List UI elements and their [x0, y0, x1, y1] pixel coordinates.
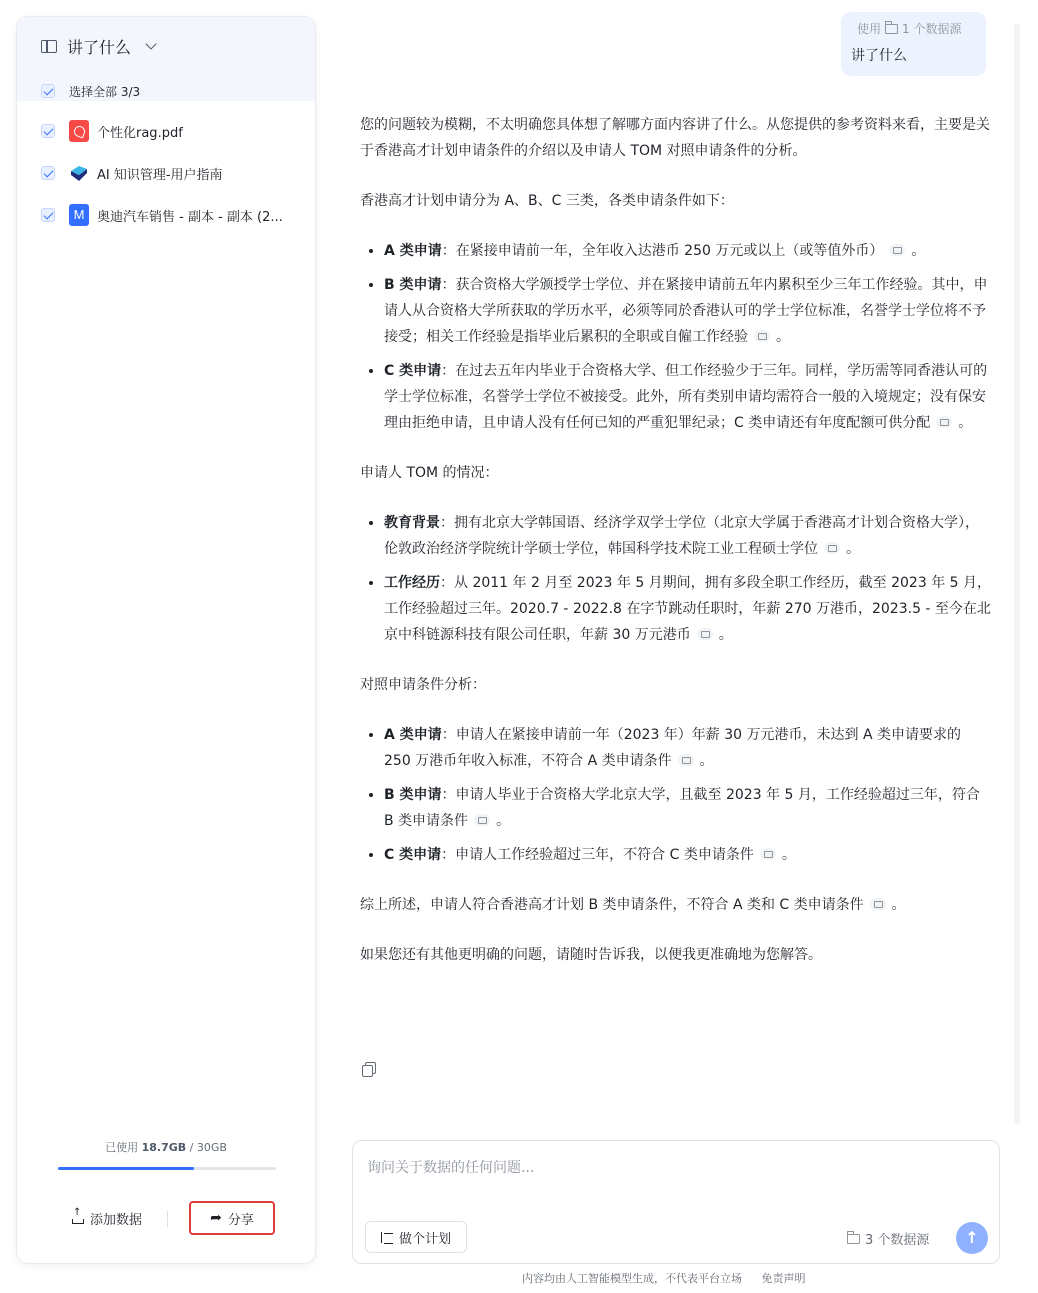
sidebar-header	[17, 17, 315, 101]
upload-icon	[72, 1212, 84, 1224]
citation-icon[interactable]	[697, 628, 713, 640]
citation-icon[interactable]	[754, 330, 770, 342]
citation-icon[interactable]	[870, 898, 886, 910]
answer-closing: 如果您还有其他更明确的问题，请随时告诉我，以便我更准确地为您解答。	[360, 947, 822, 963]
item-label: C 类申请	[384, 847, 442, 863]
storage-usage	[17, 1139, 315, 1155]
item-text: ：在紧接申请前一年，全年收入达港币 250 万元或以上（或等值外币）	[441, 243, 884, 259]
data-source-count: 3 个数据源	[865, 1233, 930, 1248]
sidebar-toggle-icon[interactable]	[41, 40, 57, 53]
answer-list	[360, 238, 992, 436]
chat-composer	[352, 1140, 1000, 1264]
list-item	[384, 358, 992, 436]
file-checkbox[interactable]	[41, 208, 55, 222]
answer-paragraph: 申请人 TOM 的情况：	[360, 465, 499, 481]
list-icon	[381, 1232, 393, 1243]
item-label: B 类申请	[384, 277, 442, 293]
question-source-meta[interactable]	[857, 20, 961, 37]
disclaimer-text: 内容均由人工智能模型生成，不代表平台立场	[522, 1272, 742, 1285]
item-label: A 类申请	[384, 727, 442, 743]
item-end: 。	[911, 243, 926, 259]
item-text: ：申请人毕业于合资格大学北京大学，且截至 2023 年 5 月，工作经验超过三年，符合 B 类申请条件	[384, 787, 980, 829]
folder-icon	[885, 24, 898, 34]
share-icon: ➦	[210, 1210, 222, 1226]
usage-total: 30GB	[196, 1141, 227, 1154]
answer-summary	[360, 892, 992, 918]
usage-prefix: 已使用	[105, 1141, 139, 1154]
item-end: 。	[846, 541, 860, 557]
item-label: A 类申请	[384, 243, 442, 259]
share-label: 分享	[227, 1212, 254, 1228]
folder-icon	[847, 1234, 860, 1244]
item-text: ：从 2011 年 2 月至 2023 年 5 月期间，拥有多段全职工作经历，截至 2023 年 5 月，工作经验超过三年。2020.7 - 2022.8 在字节跳动任职时，年薪 270 万港币，2023.5 - 至今在北京中科链源科技有限公司任职，年薪 30 万元港币	[384, 575, 992, 643]
scrollbar[interactable]	[1014, 24, 1020, 1124]
citation-icon[interactable]	[760, 848, 776, 860]
copy-icon[interactable]	[362, 1062, 376, 1076]
add-data-button[interactable]	[47, 1201, 167, 1235]
meta-use: 使用	[857, 22, 882, 36]
item-end: 。	[958, 415, 973, 431]
assistant-answer	[360, 112, 992, 992]
answer-list	[360, 722, 992, 868]
meta-sources: 1 个数据源	[902, 22, 962, 36]
item-text: ：拥有北京大学韩国语、经济学双学士学位（北京大学属于香港高才计划合资格大学），伦敦政治经济学院统计学硕士学位，韩国科学技术院工业工程硕士学位	[384, 515, 979, 557]
share-button[interactable]	[189, 1201, 275, 1235]
footer-disclaimer	[522, 1270, 806, 1286]
list-item	[384, 510, 992, 562]
sidebar-footer	[17, 1133, 315, 1263]
citation-icon[interactable]	[889, 244, 905, 256]
divider	[167, 1211, 168, 1227]
item-end: 。	[718, 627, 733, 643]
knowledge-sidebar	[16, 16, 316, 1264]
pdf-file-icon	[69, 120, 89, 142]
chevron-down-icon[interactable]	[145, 38, 156, 49]
disclaimer-link[interactable]: 免责声明	[761, 1272, 806, 1285]
list-item	[384, 782, 992, 834]
user-question-bubble	[841, 12, 986, 76]
ai-knowledge-icon	[69, 162, 89, 184]
item-text: ：申请人在紧接申请前一年（2023 年）年薪 30 万元港币，未达到 A 类申请要求的 250 万港币年收入标准，不符合 A 类申请条件	[384, 727, 961, 769]
file-name: 个性化rag.pdf	[97, 125, 183, 141]
answer-paragraph: 您的问题较为模糊，不太明确您具体想了解哪方面内容讲了什么。从您提供的参考资料来看，主要是关于香港高才计划申请条件的介绍以及申请人 TOM 对照申请条件的分析。	[360, 117, 990, 159]
item-text: ：获合资格大学颁授学士学位、并在紧接申请前五年内累积至少三年工作经验。其中，申请人从合资格大学所获取的学历水平，必须等同於香港认可的学士学位标准，名誉学士学位将不予接受；相关工作经验是指毕业后累积的全职或自僱工作经验	[384, 277, 988, 345]
summary-end: 。	[891, 897, 906, 913]
select-all-label: 选择全部 3/3	[69, 84, 141, 99]
select-all-checkbox[interactable]	[41, 84, 55, 98]
usage-sep: /	[186, 1141, 197, 1154]
citation-icon[interactable]	[474, 814, 490, 826]
item-end: 。	[699, 753, 714, 769]
item-text: ：申请人工作经验超过三年，不符合 C 类申请条件	[441, 847, 754, 863]
add-data-label: 添加数据	[89, 1212, 142, 1228]
send-button[interactable]: ↑	[956, 1222, 988, 1254]
citation-icon[interactable]	[824, 542, 840, 554]
data-source-selector[interactable]	[847, 1229, 929, 1248]
answer-list	[360, 510, 992, 648]
item-label: 工作经历	[384, 575, 440, 591]
storage-usage-bar	[58, 1167, 276, 1170]
list-item	[384, 570, 992, 648]
file-checkbox[interactable]	[41, 166, 55, 180]
list-item	[384, 238, 992, 264]
file-name: AI 知识管理-用户指南	[97, 167, 223, 183]
item-label: 教育背景	[384, 515, 440, 531]
answer-paragraph: 对照申请条件分析：	[360, 677, 486, 693]
summary-text: 综上所述，申请人符合香港高才计划 B 类申请条件，不符合 A 类和 C 类申请条件	[360, 897, 864, 913]
usage-used: 18.7GB	[141, 1141, 187, 1154]
sidebar-title: 讲了什么	[67, 37, 132, 57]
file-item[interactable]	[41, 119, 183, 143]
list-item	[384, 272, 992, 350]
list-item	[384, 722, 992, 774]
list-item	[384, 842, 992, 868]
file-checkbox[interactable]	[41, 124, 55, 138]
file-item[interactable]	[41, 203, 283, 227]
item-text: ：在过去五年内毕业于合资格大学、但工作经验少于三年。同样，学历需等同香港认可的学士学位标准，名誉学士学位不被接受。此外，所有类别申请均需符合一般的入境规定；没有保安理由拒绝申请，且申请人没有任何已知的严重犯罪纪录；C 类申请还有年度配额可供分配	[384, 363, 988, 431]
sidebar-title-row[interactable]	[41, 35, 155, 57]
answer-paragraph: 香港高才计划申请分为 A、B、C 三类，各类申请条件如下：	[360, 193, 734, 209]
storage-usage-fill	[58, 1167, 194, 1170]
question-text: 讲了什么	[851, 48, 907, 64]
item-end: 。	[776, 329, 790, 345]
citation-icon[interactable]	[678, 754, 694, 766]
item-end: 。	[781, 847, 796, 863]
citation-icon[interactable]	[936, 416, 952, 428]
file-item[interactable]	[41, 161, 223, 185]
make-plan-button[interactable]	[365, 1221, 467, 1253]
item-label: C 类申请	[384, 363, 442, 379]
item-end: 。	[496, 813, 511, 829]
question-input[interactable]: 询问关于数据的任何问题...	[367, 1160, 535, 1176]
file-name: 奥迪汽车销售 - 副本 - 副本 (2...	[97, 209, 283, 225]
markdown-file-icon: M	[69, 204, 89, 226]
item-label: B 类申请	[384, 787, 442, 803]
select-all-row[interactable]	[41, 79, 140, 103]
make-plan-label: 做个计划	[398, 1231, 451, 1247]
